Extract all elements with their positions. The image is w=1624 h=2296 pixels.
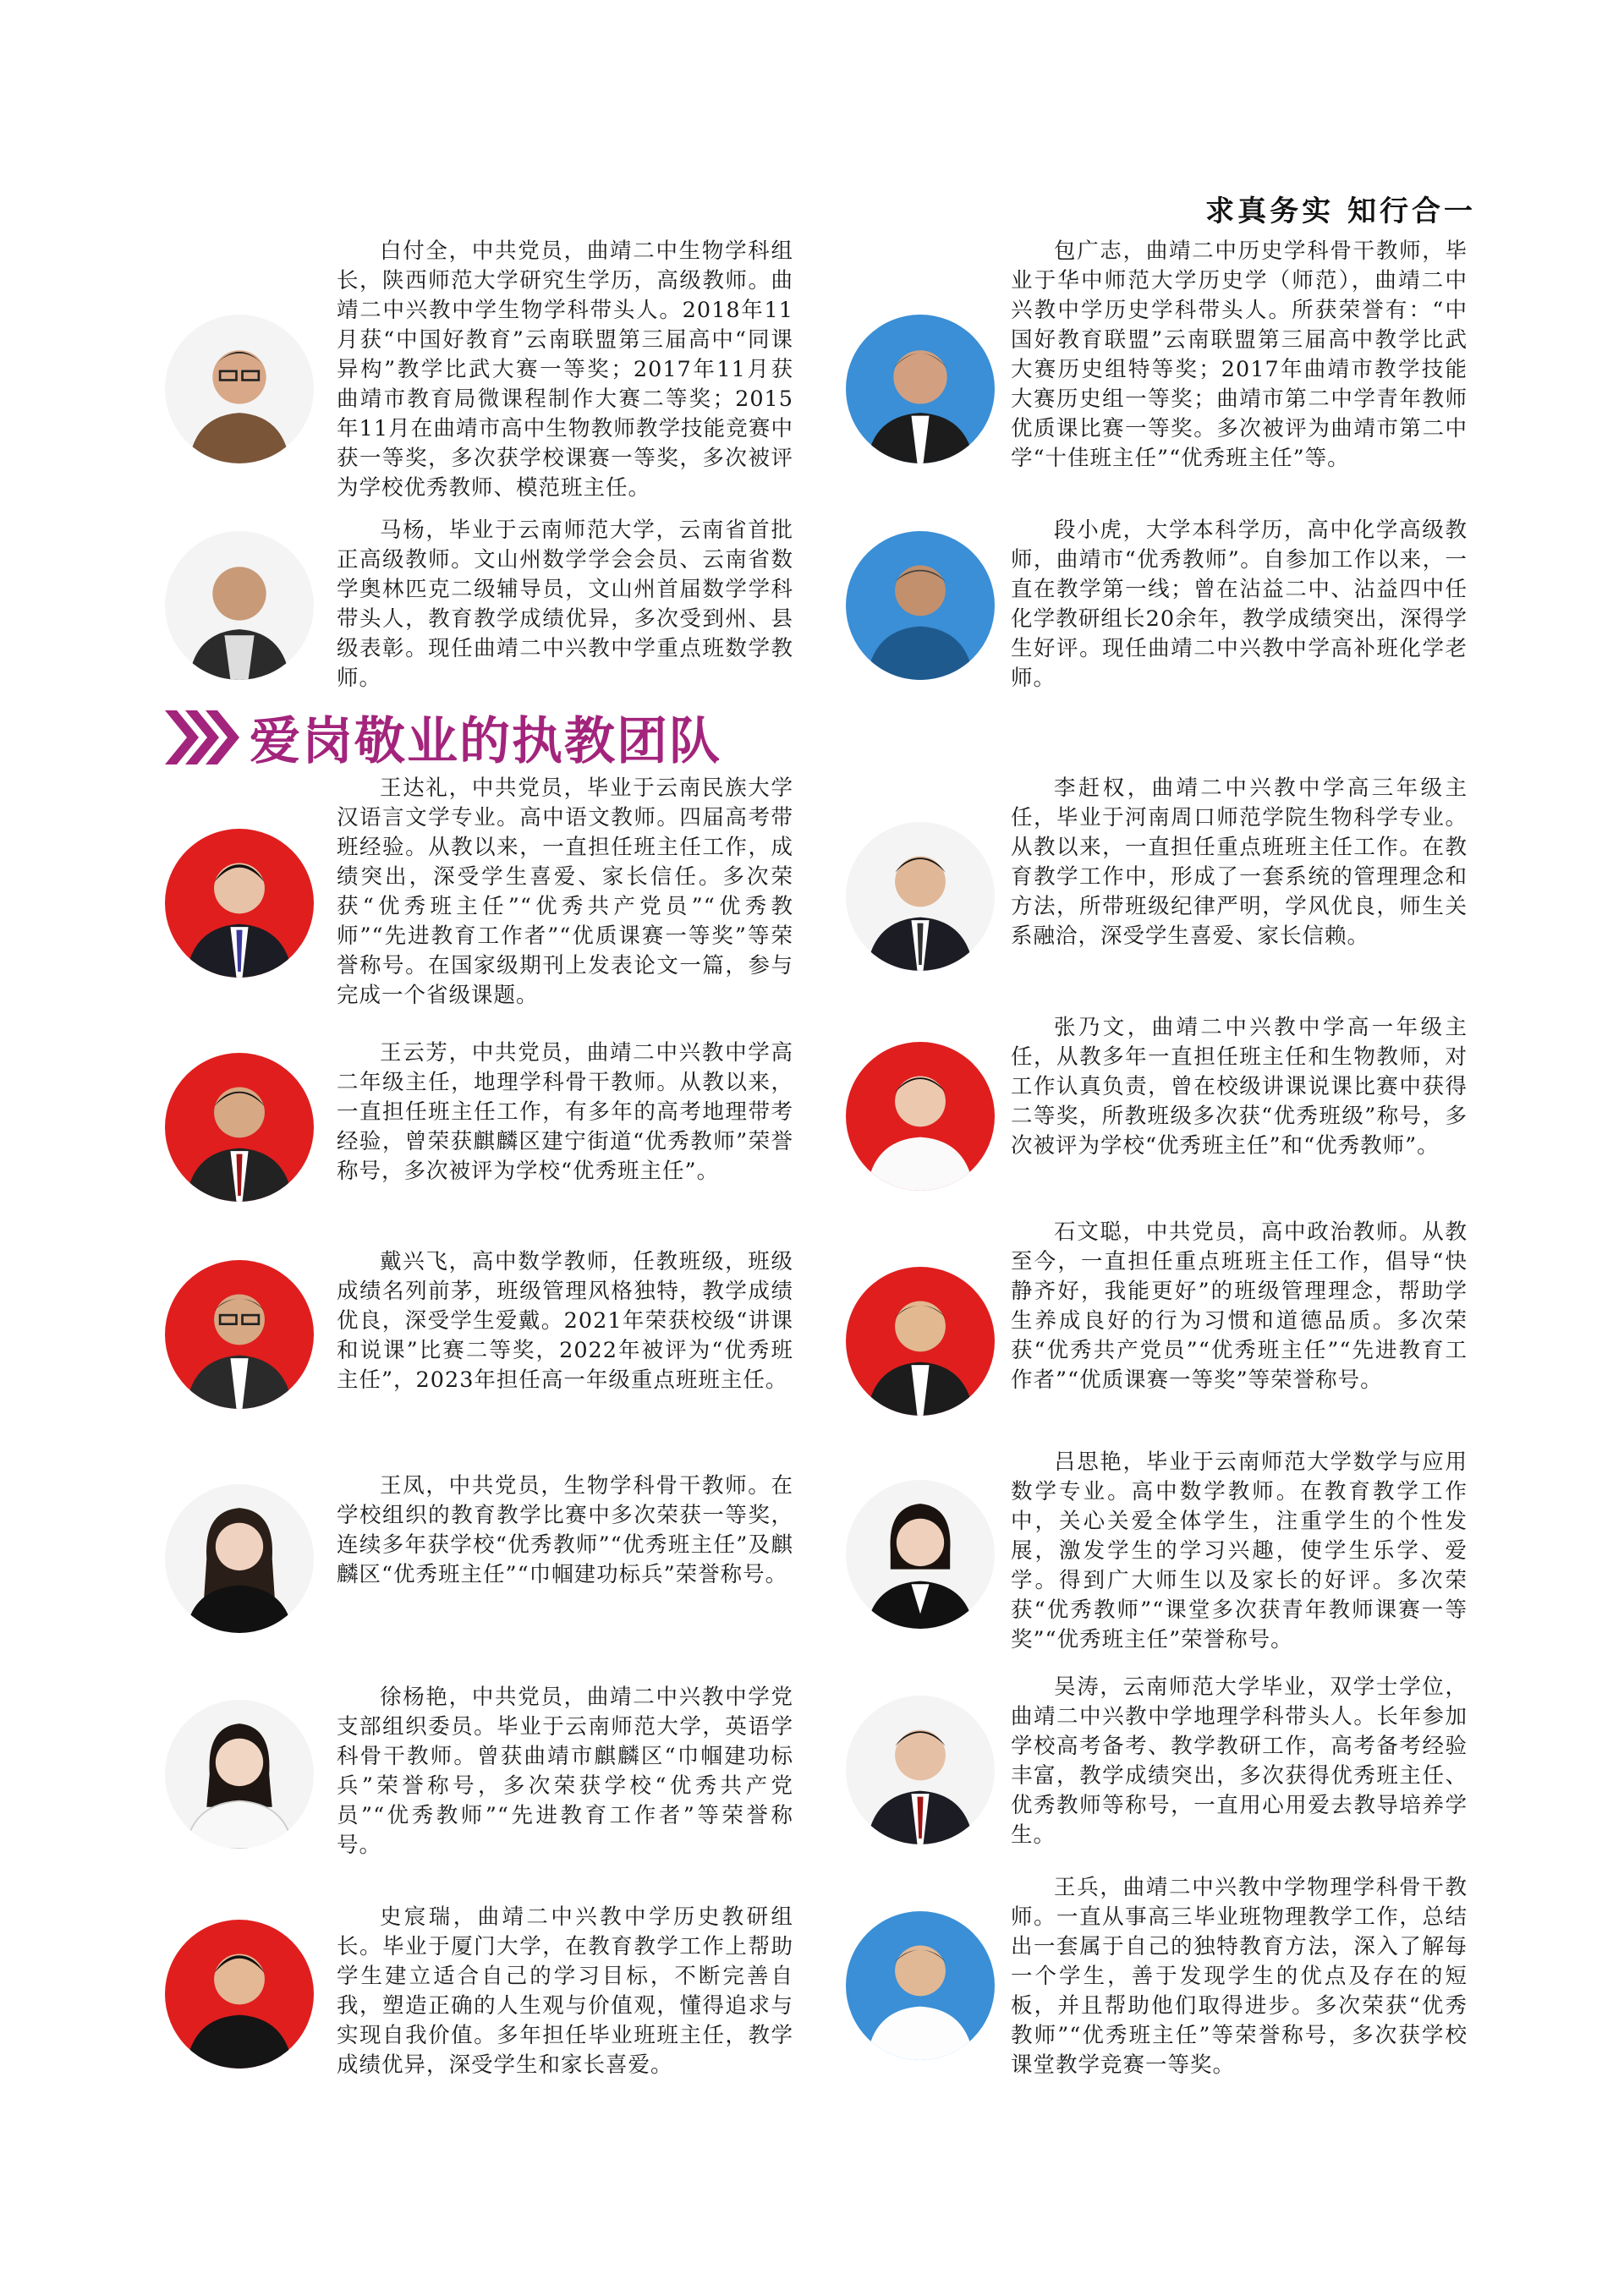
profile-bio: 段小虎，大学本科学历，高中化学高级教师，曲靖市“优秀教师”。自参加工作以来，一直在教学第一线；曾在沾益二中、沾益四中任化学教研组长20余年，教学成绩突出，深得学生好评。现任曲靖二中兴教中学高补班化学老师。: [1011, 518, 1468, 691]
profile-bio: 王达礼，中共党员，毕业于云南民族大学汉语言文学专业。高中语文教师。四届高考带班经验。从教以来，一直担任班主任工作，成绩突出，深受学生喜爱、家长信任。多次荣获“优秀班主任”“优秀共产党员”“优秀教师”“先进教育工作者”“优质课赛一等奖”等荣誉称号。在国家级期刊上发表论文一篇，参与完成一个省级课题。: [337, 775, 793, 1008]
avatar: [846, 315, 995, 463]
avatar: [165, 1260, 314, 1409]
section-title: [165, 704, 721, 771]
profile-bio: 吴涛，云南师范大学毕业，双学士学位，曲靖二中兴教中学地理学科带头人。长年参加学校高考备考、教学教研工作，高考备考经验丰富，教学成绩突出，多次获得优秀班主任、优秀教师等称号，一直用心用爱去教导培养学生。: [1011, 1674, 1468, 1848]
chevron-right-icon: [165, 710, 241, 764]
avatar: [846, 1911, 995, 2060]
profile-bio: 史宸瑞，曲靖二中兴教中学历史教研组长。毕业于厦门大学，在教育教学工作上帮助学生建立适合自己的学习目标，不断完善自我，塑造正确的人生观与价值观，懂得追求与实现自我价值。多年担任毕业班班主任，教学成绩优异，深受学生和家长喜爱。: [337, 1904, 793, 2078]
profile-bio: 王凤，中共党员，生物学科骨干教师。在学校组织的教育教学比赛中多次荣获一等奖，连续多年获学校“优秀教师”“优秀班主任”及麒麟区“优秀班主任”“巾帼建功标兵”荣誉称号。: [337, 1473, 793, 1587]
avatar: [846, 1267, 995, 1416]
profile-bio: 吕思艳，毕业于云南师范大学数学与应用数学专业。高中数学教师。在教育教学工作中，关心关爱全体学生，注重学生的个性发展，激发学生的学习兴趣，使学生乐学、爱学。得到广大师生以及家长的好评。多次荣获“优秀教师”“课堂多次获青年教师课赛一等奖”“优秀班主任”荣誉称号。: [1011, 1449, 1468, 1652]
avatar: [165, 1053, 314, 1202]
profile-bio: 马杨，毕业于云南师范大学，云南省首批正高级教师。文山州数学学会会员、云南省数学奥林匹克二级辅导员，文山州首届数学学科带头人，教育教学成绩优异，多次受到州、县级表彰。现任曲靖二中兴教中学重点班数学教师。: [337, 518, 793, 691]
avatar: [165, 1920, 314, 2069]
profile-bio: 戴兴飞，高中数学教师，任教班级，班级成绩名列前茅，班级管理风格独特，教学成绩优良，深受学生爱戴。2021年荣获校级“讲课和说课”比赛二等奖，2022年被评为“优秀班主任”，2023年担任高一年级重点班班主任。: [337, 1249, 793, 1393]
profile-bio: 王云芳，中共党员，曲靖二中兴教中学高二年级主任，地理学科骨干教师。从教以来，一直担任班主任工作，有多年的高考地理带考经验，曾荣获麒麟区建宁街道“优秀教师”荣誉称号，多次被评为学校“优秀班主任”。: [337, 1040, 793, 1184]
avatar: [165, 531, 314, 680]
avatar: [165, 1700, 314, 1849]
avatar: [165, 829, 314, 978]
avatar: [165, 1484, 314, 1633]
avatar: [846, 1042, 995, 1191]
avatar: [846, 822, 995, 971]
page-motto: 求真务实 知行合一: [1205, 195, 1476, 228]
profile-bio: 李赶权，曲靖二中兴教中学高三年级主任，毕业于河南周口师范学院生物科学专业。从教以来，一直担任重点班班主任工作。在教育教学工作中，形成了一套系统的管理理念和方法，所带班级纪律严明，学风优良，师生关系融洽，深受学生喜爱、家长信赖。: [1011, 775, 1468, 949]
profile-bio: 白付全，中共党员，曲靖二中生物学科组长，陕西师范大学研究生学历，高级教师。曲靖二中兴教中学生物学科带头人。2018年11月获“中国好教育”云南联盟第三届高中“同课异构”教学比武大赛一等奖；2017年11月获曲靖市教育局微课程制作大赛二等奖；2015年11月在曲靖市高中生物教师教学技能竞赛中获一等奖，多次获学校课赛一等奖，多次被评为学校优秀教师、模范班主任。: [337, 238, 793, 501]
profile-bio: 包广志，曲靖二中历史学科骨干教师，毕业于华中师范大学历史学（师范），曲靖二中兴教中学历史学科带头人。所获荣誉有：“中国好教育联盟”云南联盟第三届高中教学比武大赛历史组特等奖；2017年曲靖市教学技能大赛历史组一等奖；曲靖市第二中学青年教师优质课比赛一等奖。多次被评为曲靖市第二中学“十佳班主任”“优秀班主任”等。: [1011, 238, 1468, 471]
avatar: [846, 531, 995, 680]
section-title-text: 爱岗敬业的执教团队: [250, 712, 721, 771]
profile-bio: 徐杨艳，中共党员，曲靖二中兴教中学党支部组织委员。毕业于云南师范大学，英语学科骨干教师。曾获曲靖市麒麟区“巾帼建功标兵”荣誉称号，多次荣获学校“优秀共产党员”“优秀教师”“先进教育工作者”等荣誉称号。: [337, 1685, 793, 1858]
profile-bio: 王兵，曲靖二中兴教中学物理学科骨干教师。一直从事高三毕业班物理教学工作，总结出一套属于自己的独特教育方法，深入了解每一个学生，善于发现学生的优点及存在的短板，并且帮助他们取得进步。多次荣获“优秀教师”“优秀班主任”等荣誉称号，多次获学校课堂教学竞赛一等奖。: [1011, 1875, 1468, 2078]
avatar: [846, 1480, 995, 1629]
avatar: [846, 1696, 995, 1844]
avatar: [165, 315, 314, 463]
profile-bio: 石文聪，中共党员，高中政治教师。从教至今，一直担任重点班班主任工作，倡导“快静齐好，我能更好”的班级管理理念，帮助学生养成良好的行为习惯和道德品质。多次荣获“优秀共产党员”“优秀班主任”“先进教育工作者”“优质课赛一等奖”等荣誉称号。: [1011, 1219, 1468, 1393]
profile-bio: 张乃文，曲靖二中兴教中学高一年级主任，从教多年一直担任班主任和生物教师，对工作认真负责，曾在校级讲课说课比赛中获得二等奖，所教班级多次获“优秀班级”称号，多次被评为学校“优秀班主任”和“优秀教师”。: [1011, 1015, 1468, 1159]
